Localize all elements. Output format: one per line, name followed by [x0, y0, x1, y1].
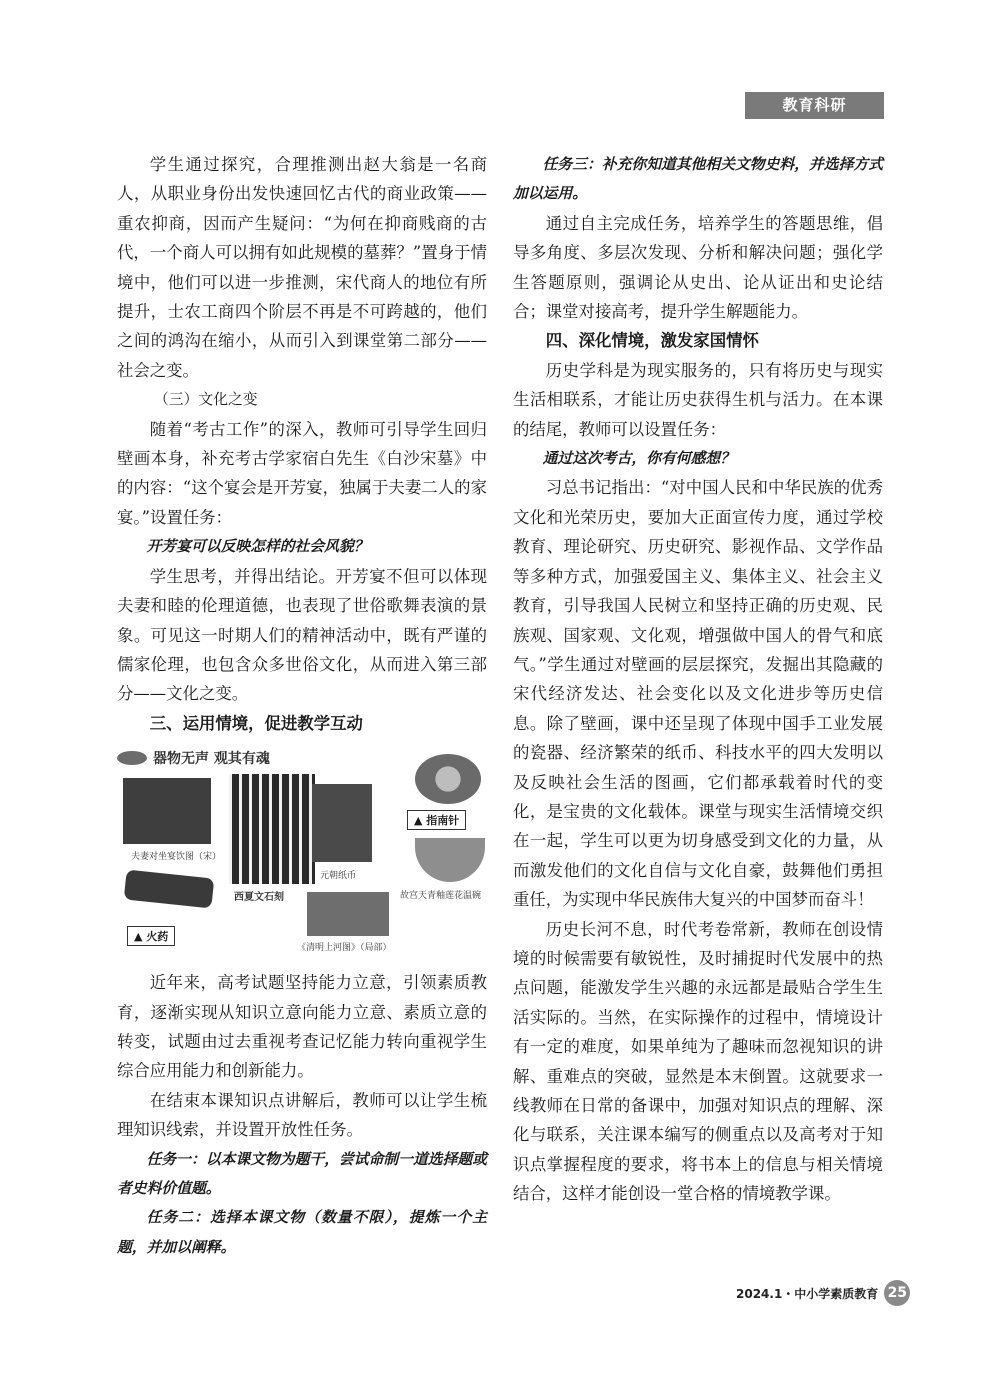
paragraph: 学生通过探究，合理推测出赵大翁是一名商人，从职业身份出发快速回忆古代的商业政策——重农抑商，因而产生疑问：“为何在抑商贱商的古代，一个商人可以拥有如此规模的墓葬？”置身于情境中，他们可以进一步推测，宋代商人的地位有所提升，士农工商四个阶层不再是不可跨越的，他们之间的鸿沟在缩小，从而引入到课堂第二部分——社会之变。	[117, 155, 487, 380]
compass-caption: ▲ 指南针	[407, 810, 466, 830]
task-prompt: 开芳宴可以反映怎样的社会风貌？	[146, 538, 369, 556]
xixia-inscription-image	[229, 774, 315, 884]
paragraph: 学生思考，并得出结论。开芳宴不但可以体现夫妻和睦的伦理道德，也表现了世俗歌舞表演的景象。可见这一时期人们的精神活动中，既有严谨的儒家伦理，也包含众多世俗文化，从而进入第三部分——文化之变。	[117, 566, 487, 704]
xixia-inscription-caption: 西夏文石刻	[234, 892, 284, 904]
subheading: （三）文化之变	[154, 391, 258, 409]
paragraph: 历史长河不息，时代考卷常新，教师在创设情境的时候需要有敏锐性，及时捕捉时代发展中的热点问题，能激发学生兴趣的永远都是最贴合学生生活实际的。当然，在实际操作的过程中，情境设计有一定的难度，如果单纯为了趣味而忽视知识的讲解、重难点的突破，显然是本末倒置。这就要求一线教师在日常的备课中，加强对知识点的理解、深化与联系，关注课本编写的侧重点以及高考对于知识点掌握程度的要求，将书本上的信息与相关情境结合，这样才能创设一堂合格的情境教学课。	[513, 919, 883, 1204]
paragraph: 近年来，高考试题坚持能力立意，引领素质教育，逐渐实现从知识立意向能力立意、素质立意的转变，试题由过去重视考查记忆能力转向重视学生综合应用能力和创新能力。	[117, 973, 487, 1081]
task-prompt: 通过这次考古，你有何感想？	[542, 450, 735, 468]
paragraph: 通过自主完成任务，培养学生的答题思维，倡导多角度、多层次发现、分析和解决问题；强化学生答题原则，强调论从史出、论从证出和史论结合；课堂对接高考，提升学生解题能力。	[513, 213, 883, 322]
lotus-bowl-caption: 故宫天青釉莲花温碗	[400, 891, 482, 902]
compass-image	[415, 754, 481, 804]
section-heading: 四、深化情境，激发家国情怀	[545, 331, 759, 351]
page-footer	[736, 1280, 910, 1306]
section-tag: 教育科研	[745, 92, 884, 119]
gunpowder-caption: ▲ 火药	[127, 926, 175, 946]
journal-name: 2024.1・中小学素质教育	[736, 1286, 879, 1301]
paragraph: 历史学科是为现实服务的，只有将历史与现实生活相联系，才能让历史获得生机与活力。在本课的结尾，教师可以设置任务：	[513, 360, 883, 439]
section-heading: 三、运用情境，促进教学互动	[149, 713, 363, 733]
task-prompt: 任务二：选择本课文物（数量不限），提炼一个主题，并加以阐释。	[117, 1209, 487, 1256]
paragraph: 在结束本课知识点讲解后，教师可以让学生梳理知识线索，并设置开放性任务。	[117, 1090, 487, 1140]
couple-painting-caption: 夫妻对坐宴饮图（宋）	[131, 852, 222, 863]
paragraph: 习总书记指出：“对中国人民和中华民族的优秀文化和光荣历史，要加大正面宣传力度，通过学校教育、理论研究、历史研究、影视作品、文学作品等多种方式，加强爱国主义、集体主义、社会主义教育，引导我国人民树立和坚持正确的历史观、民族观、国家观、文化观，增强做中国人的骨气和底气。”学生通过对壁画的层层探究，发掘出其隐藏的宋代经济发达、社会变化以及文化进步等历史信息。除了壁画，课中还呈现了体现中国手工业发展的瓷器、经济繁荣的纸币、科技水平的四大发明以及反映社会生活的图画，它们都承载着时代的变化，是宝贵的文化载体。课堂与现实生活情境交织在一起，学生可以更为切身感受到文化的力量，从而激发他们的文化自信与文化自豪，鼓舞他们勇担重任，为实现中华民族伟大复兴的中国梦而奋斗！	[513, 478, 883, 910]
qingming-scroll-image	[307, 892, 389, 936]
couple-painting-image	[123, 778, 211, 844]
gunpowder-image	[124, 870, 215, 909]
left-column	[117, 150, 487, 1262]
right-column	[513, 150, 883, 1209]
figure-title-text: 器物无声 观其有魂	[153, 751, 270, 768]
qingming-scroll-caption: 《清明上河图》（局部）	[297, 943, 392, 954]
paper-money-caption: 元朝纸币	[320, 871, 357, 882]
paragraph: 随着“考古工作”的深入，教师可引导学生回归壁画本身，补充考古学家宿白先生《白沙宋墓》中的内容：“这个宴会是开芳宴，独属于夫妻二人的家宴。”设置任务：	[117, 419, 487, 527]
figure-title	[117, 748, 270, 768]
page-number: 25	[884, 1280, 910, 1306]
figure-title-icon	[117, 751, 147, 765]
task-prompt: 任务三：补充你知道其他相关文物史料，并选择方式加以运用。	[513, 156, 883, 203]
task-prompt: 任务一：以本课文物为题干，尝试命制一道选择题或者史料价值题。	[117, 1150, 487, 1197]
artifact-figure	[117, 746, 487, 958]
paper-money-image	[312, 784, 372, 862]
lotus-bowl-image	[415, 838, 485, 882]
